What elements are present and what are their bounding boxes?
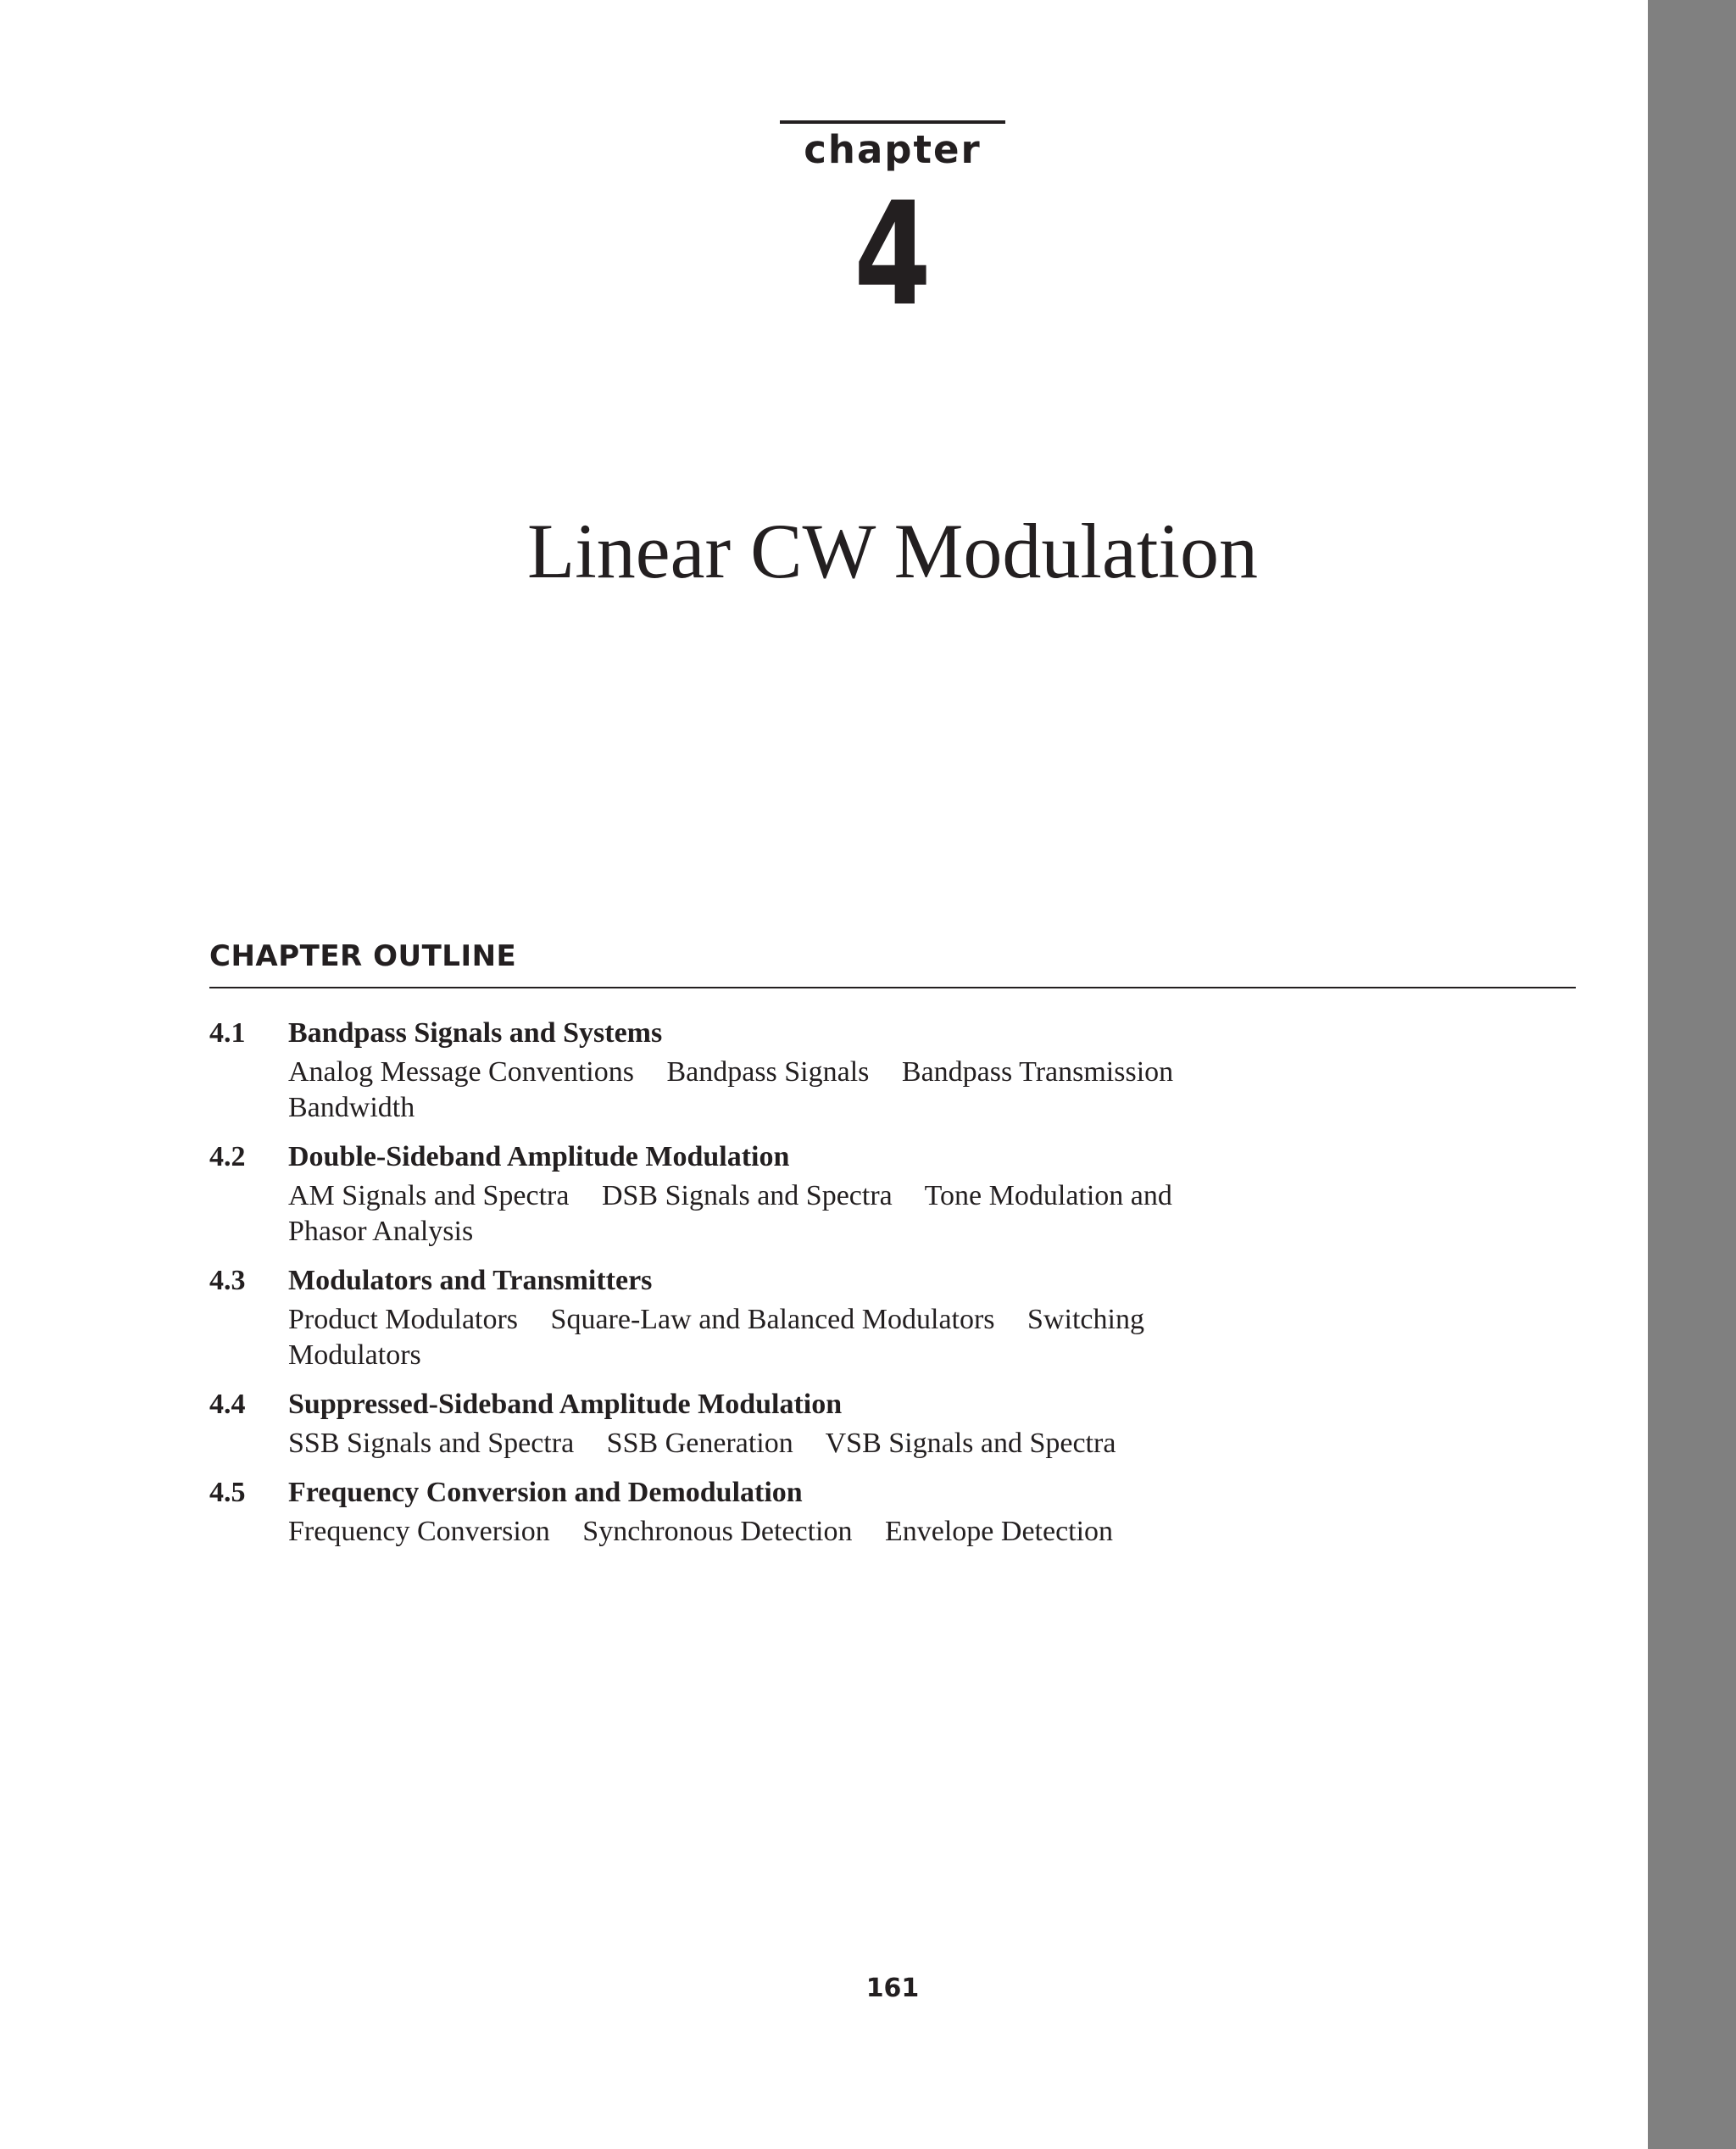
page-edge-bar bbox=[1648, 0, 1736, 2149]
section-topic: Frequency Conversion bbox=[288, 1516, 550, 1547]
chapter-outline-heading: CHAPTER OUTLINE bbox=[209, 939, 517, 973]
section-topic: Square-Law and Balanced Modulators bbox=[550, 1304, 995, 1335]
section-topic: SSB Generation bbox=[606, 1428, 793, 1459]
chapter-outline-list bbox=[209, 1012, 1576, 1560]
section-topic: Envelope Detection bbox=[885, 1516, 1114, 1547]
chapter-label: chapter bbox=[804, 127, 982, 172]
outline-section bbox=[209, 1383, 1576, 1461]
section-topic: VSB Signals and Spectra bbox=[825, 1428, 1116, 1459]
section-topics bbox=[288, 1302, 1255, 1373]
section-topics bbox=[288, 1178, 1255, 1250]
section-topic: DSB Signals and Spectra bbox=[601, 1180, 893, 1211]
chapter-title: Linear CW Modulation bbox=[527, 508, 1258, 594]
chapter-number: 4 bbox=[854, 171, 932, 337]
section-topic: Analog Message Conventions bbox=[288, 1056, 634, 1088]
section-title: Frequency Conversion and Demodulation bbox=[288, 1477, 803, 1508]
outline-divider bbox=[209, 987, 1576, 988]
outline-section bbox=[209, 1472, 1576, 1550]
section-topic: Product Modulators bbox=[288, 1304, 519, 1335]
section-title: Bandpass Signals and Systems bbox=[288, 1017, 663, 1049]
section-topic: Bandpass Signals bbox=[666, 1056, 870, 1088]
section-topic: SSB Signals and Spectra bbox=[288, 1428, 575, 1459]
section-title: Suppressed-Sideband Amplitude Modulation bbox=[288, 1389, 843, 1420]
section-number: 4.3 bbox=[209, 1265, 246, 1296]
outline-section bbox=[209, 1260, 1576, 1373]
section-topics bbox=[288, 1055, 1255, 1126]
section-topic: Switching Modulators bbox=[288, 1304, 1144, 1371]
section-topic: Tone Modulation and Phasor Analysis bbox=[288, 1180, 1172, 1247]
section-number: 4.1 bbox=[209, 1017, 246, 1049]
outline-section bbox=[209, 1136, 1576, 1250]
section-title: Modulators and Transmitters bbox=[288, 1265, 653, 1296]
section-number: 4.5 bbox=[209, 1477, 246, 1508]
section-title: Double-Sideband Amplitude Modulation bbox=[288, 1141, 790, 1172]
section-topic: AM Signals and Spectra bbox=[288, 1180, 570, 1211]
outline-section bbox=[209, 1012, 1576, 1126]
section-topic: Synchronous Detection bbox=[582, 1516, 853, 1547]
chapter-label-rule bbox=[780, 120, 1005, 124]
section-number: 4.4 bbox=[209, 1389, 246, 1420]
section-topic: Bandpass Transmission Bandwidth bbox=[288, 1056, 1174, 1123]
page-number: 161 bbox=[865, 1974, 920, 2003]
section-topics bbox=[288, 1426, 1255, 1461]
section-number: 4.2 bbox=[209, 1141, 246, 1172]
section-topics bbox=[288, 1514, 1255, 1550]
